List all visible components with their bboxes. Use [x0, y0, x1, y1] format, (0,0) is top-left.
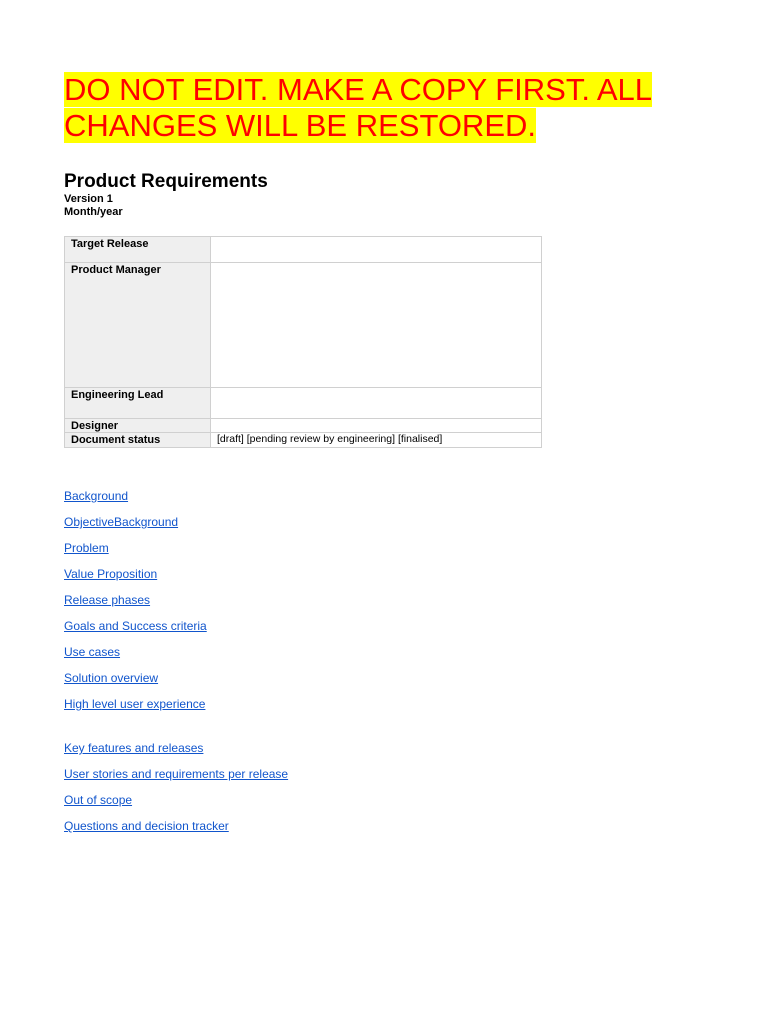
document-version: Version 1 — [64, 193, 113, 205]
document-status-label: Document status — [65, 433, 211, 448]
product-manager-label: Product Manager — [65, 263, 211, 388]
toc-link-out-of-scope[interactable]: Out of scope — [64, 793, 133, 807]
document-month-year: Month/year — [64, 206, 123, 218]
toc-spacer — [64, 722, 288, 740]
toc-link-goals-success[interactable]: Goals and Success criteria — [64, 619, 207, 633]
edit-warning-text: DO NOT EDIT. MAKE A COPY FIRST. ALL CHANGES WILL BE RESTORED. — [64, 72, 653, 143]
designer-value[interactable] — [211, 419, 542, 433]
designer-row — [65, 419, 542, 433]
engineering-lead-label: Engineering Lead — [65, 388, 211, 419]
toc-link-use-cases[interactable]: Use cases — [64, 645, 121, 659]
target-release-value[interactable] — [211, 237, 542, 263]
toc-link-background[interactable]: Background — [64, 489, 129, 503]
target-release-label: Target Release — [65, 237, 211, 263]
toc-link-problem[interactable]: Problem — [64, 541, 109, 555]
target-release-row — [65, 237, 542, 263]
designer-label: Designer — [65, 419, 211, 433]
toc-link-user-stories[interactable]: User stories and requirements per release — [64, 767, 289, 781]
toc-link-high-level-ux[interactable]: High level user experience — [64, 697, 206, 711]
table-of-contents — [64, 488, 288, 844]
toc-link-key-features[interactable]: Key features and releases — [64, 741, 204, 755]
document-title: Product Requirements — [64, 171, 268, 192]
product-manager-row — [65, 263, 542, 388]
document-status-value[interactable]: [draft] [pending review by engineering] [finalised] — [211, 433, 542, 448]
toc-link-release-phases[interactable]: Release phases — [64, 593, 151, 607]
document-status-row — [65, 433, 542, 448]
toc-link-objective-background[interactable]: ObjectiveBackground — [64, 515, 179, 529]
toc-link-questions-tracker[interactable]: Questions and decision tracker — [64, 819, 229, 833]
edit-warning-banner — [64, 72, 724, 144]
product-manager-value[interactable] — [211, 263, 542, 388]
engineering-lead-row — [65, 388, 542, 419]
toc-link-solution-overview[interactable]: Solution overview — [64, 671, 159, 685]
toc-link-value-proposition[interactable]: Value Proposition — [64, 567, 158, 581]
document-metadata-table — [64, 236, 542, 448]
engineering-lead-value[interactable] — [211, 388, 542, 419]
